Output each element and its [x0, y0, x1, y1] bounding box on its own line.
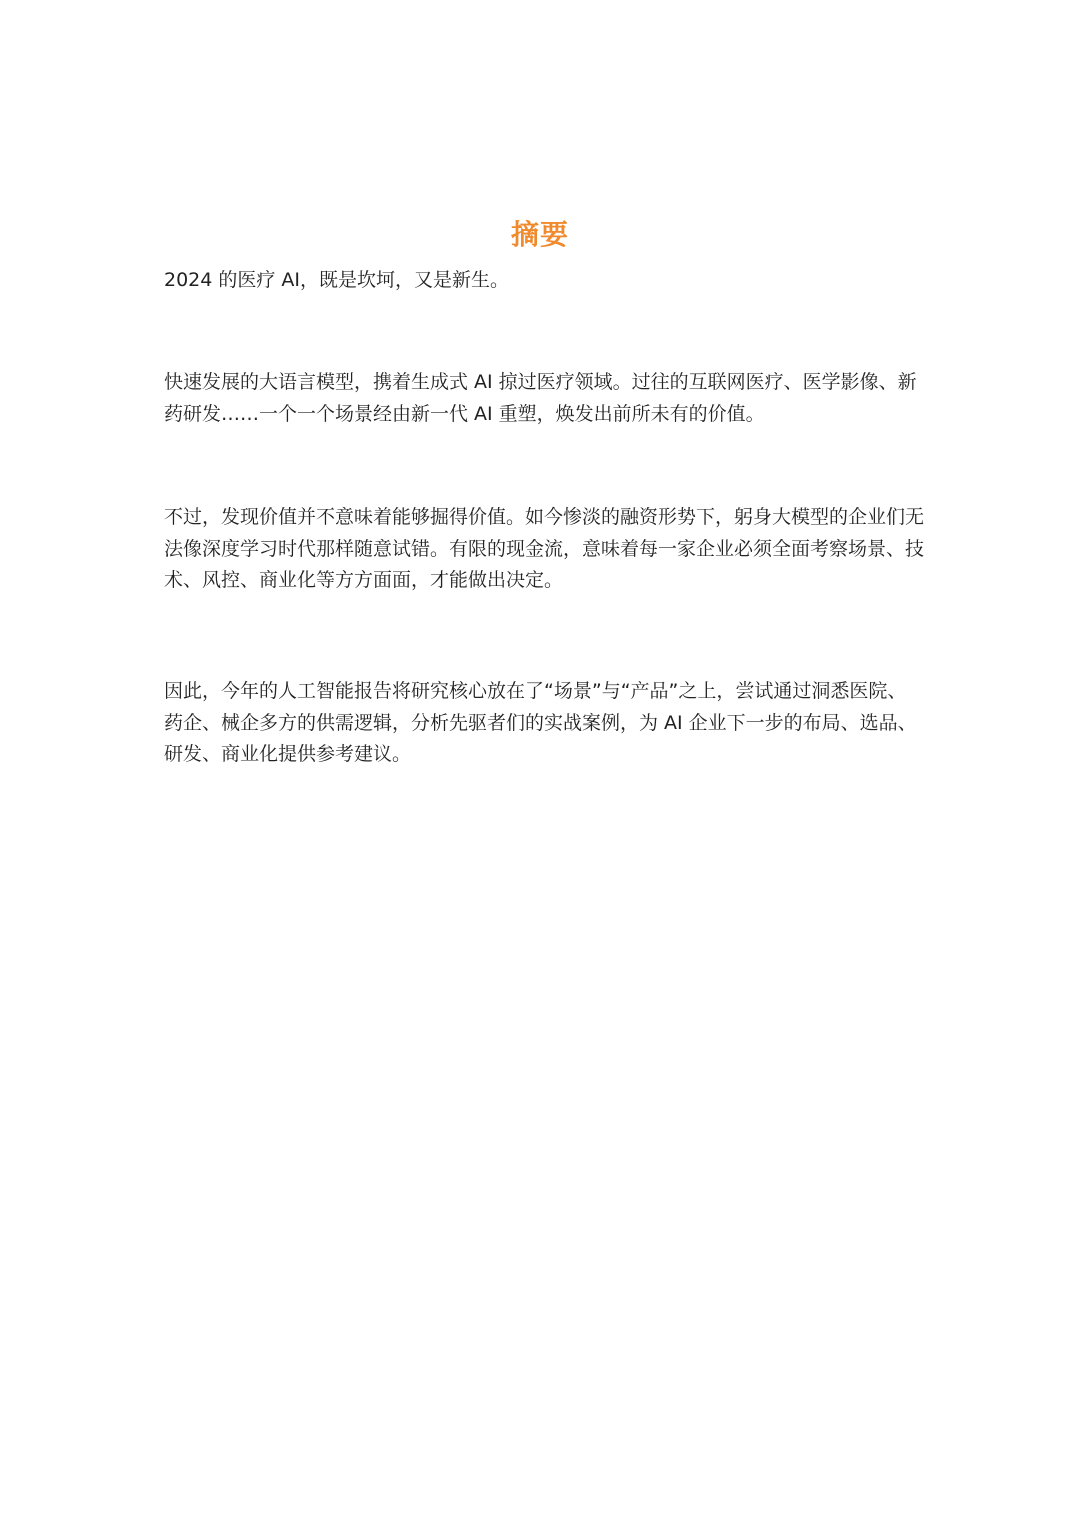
- paragraph-llm: 快速发展的大语言模型，携着生成式 AI 掠过医疗领域。过往的互联网医疗、医学影像、新药研发……一个一个场景经由新一代 AI 重塑，焕发出前所未有的价值。: [164, 371, 917, 425]
- paragraph-value: 不过，发现价值并不意味着能够掘得价值。如今惨淡的融资形势下，躬身大模型的企业们无法像深度学习时代那样随意试错。有限的现金流，意味着每一家企业必须全面考察场景、技术、风控、商业化等方方面面，才能做出决定。: [164, 506, 925, 591]
- paragraph-focus: 因此，今年的人工智能报告将研究核心放在了“场景”与“产品”之上，尝试通过洞悉医院、药企、械企多方的供需逻辑，分析先驱者们的实战案例，为 AI 企业下一步的布局、选品、研发、商业化提供参考建议。: [164, 680, 917, 765]
- paragraph-intro: 2024 的医疗 AI，既是坎坷，又是新生。: [164, 269, 510, 291]
- page-title: 摘要: [510, 217, 569, 251]
